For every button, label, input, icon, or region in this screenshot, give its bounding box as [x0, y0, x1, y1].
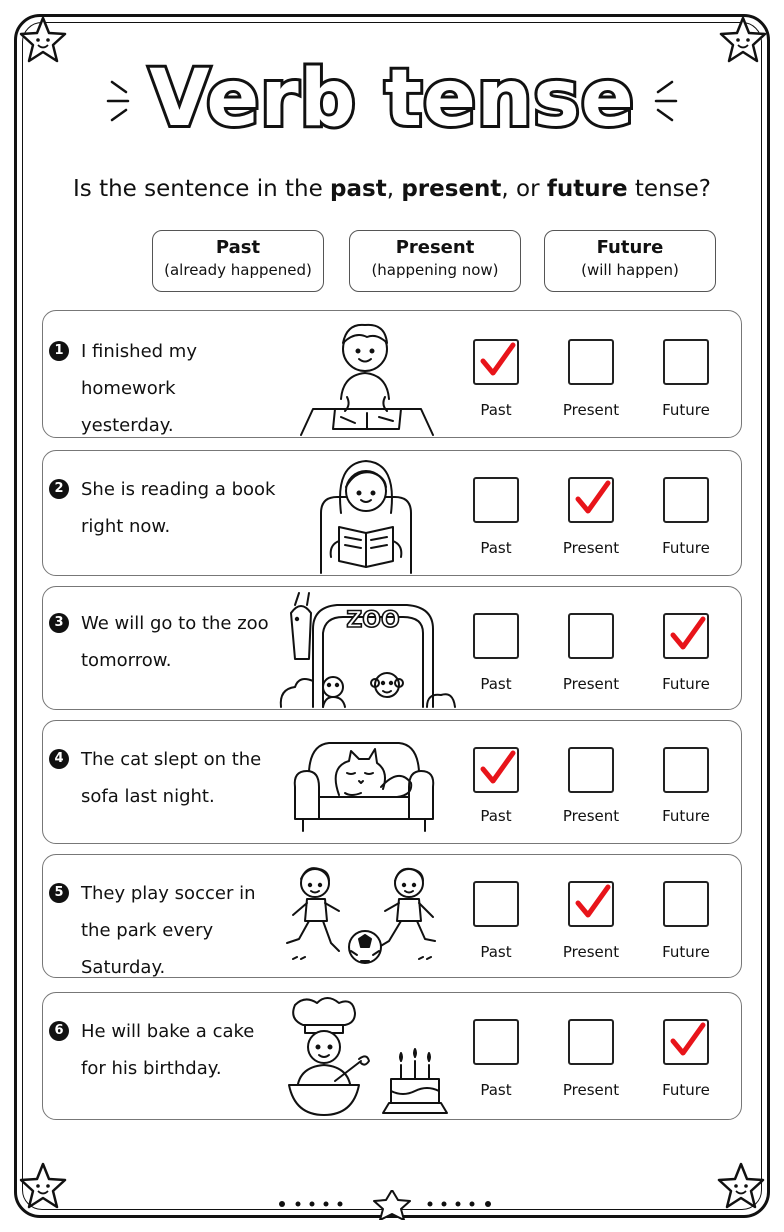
option-label-past: Past — [480, 1081, 512, 1099]
sentence-line: They play soccer in — [81, 883, 256, 904]
answer-checkbox-future[interactable] — [663, 1019, 709, 1065]
option-label-present: Present — [562, 675, 620, 693]
option-label-past: Past — [480, 401, 512, 419]
page-title: Verb tense — [149, 54, 635, 144]
key-title: Future — [596, 237, 664, 258]
question-row-2 — [42, 450, 742, 576]
answer-checkbox-present[interactable] — [568, 747, 614, 793]
answer-checkbox-present[interactable] — [568, 339, 614, 385]
sparkle-lines-left — [104, 76, 134, 126]
sentence-line: I finished my homework — [81, 341, 197, 399]
answer-checkbox-future[interactable] — [663, 477, 709, 523]
option-label-past: Past — [480, 675, 512, 693]
question-number: 5 — [49, 883, 69, 903]
answer-checkbox-present[interactable] — [568, 613, 614, 659]
answer-checkbox-future[interactable] — [663, 881, 709, 927]
sentence-line: the park every Saturday. — [81, 920, 214, 978]
key-description: (already happened) — [164, 261, 312, 279]
question-sentence — [81, 471, 281, 545]
question-number: 3 — [49, 613, 69, 633]
key-past — [152, 230, 324, 292]
boy-baking-cake-illustration — [275, 995, 455, 1119]
option-label-future: Future — [662, 401, 710, 419]
instructions-text: Is the sentence in the — [73, 176, 331, 202]
key-description: (will happen) — [581, 261, 679, 279]
question-number: 4 — [49, 749, 69, 769]
option-label-present: Present — [562, 1081, 620, 1099]
red-checkmark-icon — [477, 747, 517, 789]
option-label-future: Future — [662, 1081, 710, 1099]
option-label-present: Present — [562, 807, 620, 825]
instructions-comma: , — [386, 176, 402, 202]
question-row-1 — [42, 310, 742, 438]
key-title: Present — [395, 237, 475, 258]
instructions-end: tense? — [627, 176, 711, 202]
key-present — [349, 230, 521, 292]
sentence-line: tomorrow. — [81, 650, 172, 671]
question-sentence — [81, 333, 281, 444]
key-title: Past — [215, 237, 261, 258]
answer-checkbox-past[interactable] — [473, 613, 519, 659]
bottom-dotted-decoration — [0, 1190, 784, 1220]
key-future — [544, 230, 716, 292]
zoo-gate-illustration — [277, 589, 467, 709]
sentence-line: She is reading a book — [81, 479, 276, 500]
answer-checkbox-past[interactable] — [473, 477, 519, 523]
instructions-future: future — [546, 176, 628, 202]
kids-playing-soccer-illustration — [279, 859, 445, 975]
sentence-line: He will bake a cake — [81, 1021, 255, 1042]
question-sentence — [81, 1013, 281, 1087]
question-sentence — [81, 875, 301, 986]
question-row-3 — [42, 586, 742, 710]
answer-checkbox-present[interactable] — [568, 477, 614, 523]
answer-checkbox-future[interactable] — [663, 613, 709, 659]
option-label-future: Future — [662, 675, 710, 693]
answer-checkbox-past[interactable] — [473, 881, 519, 927]
sentence-line: yesterday. — [81, 415, 174, 436]
question-sentence — [81, 605, 281, 679]
red-checkmark-icon — [667, 1019, 707, 1061]
question-number: 1 — [49, 341, 69, 361]
answer-checkbox-past[interactable] — [473, 1019, 519, 1065]
sentence-line: right now. — [81, 516, 171, 537]
question-number: 6 — [49, 1021, 69, 1041]
instructions-or: , or — [501, 176, 547, 202]
boy-writing-homework-illustration — [297, 313, 437, 437]
red-checkmark-icon — [572, 477, 612, 519]
answer-checkbox-future[interactable] — [663, 747, 709, 793]
question-row-6 — [42, 992, 742, 1120]
option-label-past: Past — [480, 943, 512, 961]
question-row-5 — [42, 854, 742, 978]
instructions-past: past — [330, 176, 387, 202]
question-number: 2 — [49, 479, 69, 499]
option-label-future: Future — [662, 539, 710, 557]
option-label-past: Past — [480, 539, 512, 557]
zoo-sign-text: ZOO — [346, 608, 400, 633]
sentence-line: We will go to the zoo — [81, 613, 269, 634]
option-label-future: Future — [662, 807, 710, 825]
instructions-present: present — [401, 176, 502, 202]
sentence-line: for his birthday. — [81, 1058, 222, 1079]
answer-checkbox-present[interactable] — [568, 1019, 614, 1065]
red-checkmark-icon — [477, 339, 517, 381]
option-label-present: Present — [562, 943, 620, 961]
option-label-present: Present — [562, 539, 620, 557]
cat-sleeping-on-sofa-illustration — [289, 727, 439, 839]
option-label-past: Past — [480, 807, 512, 825]
sparkle-lines-right — [650, 76, 680, 126]
title-area — [0, 44, 784, 154]
sentence-line: The cat slept on the — [81, 749, 262, 770]
answer-checkbox-present[interactable] — [568, 881, 614, 927]
sentence-line: sofa last night. — [81, 786, 215, 807]
question-sentence — [81, 741, 281, 815]
girl-reading-book-illustration — [311, 453, 421, 575]
question-row-4 — [42, 720, 742, 844]
red-checkmark-icon — [572, 881, 612, 923]
option-label-future: Future — [662, 943, 710, 961]
instructions — [0, 176, 784, 202]
option-label-present: Present — [562, 401, 620, 419]
answer-checkbox-past[interactable] — [473, 339, 519, 385]
answer-checkbox-future[interactable] — [663, 339, 709, 385]
key-description: (happening now) — [371, 261, 499, 279]
answer-checkbox-past[interactable] — [473, 747, 519, 793]
red-checkmark-icon — [667, 613, 707, 655]
